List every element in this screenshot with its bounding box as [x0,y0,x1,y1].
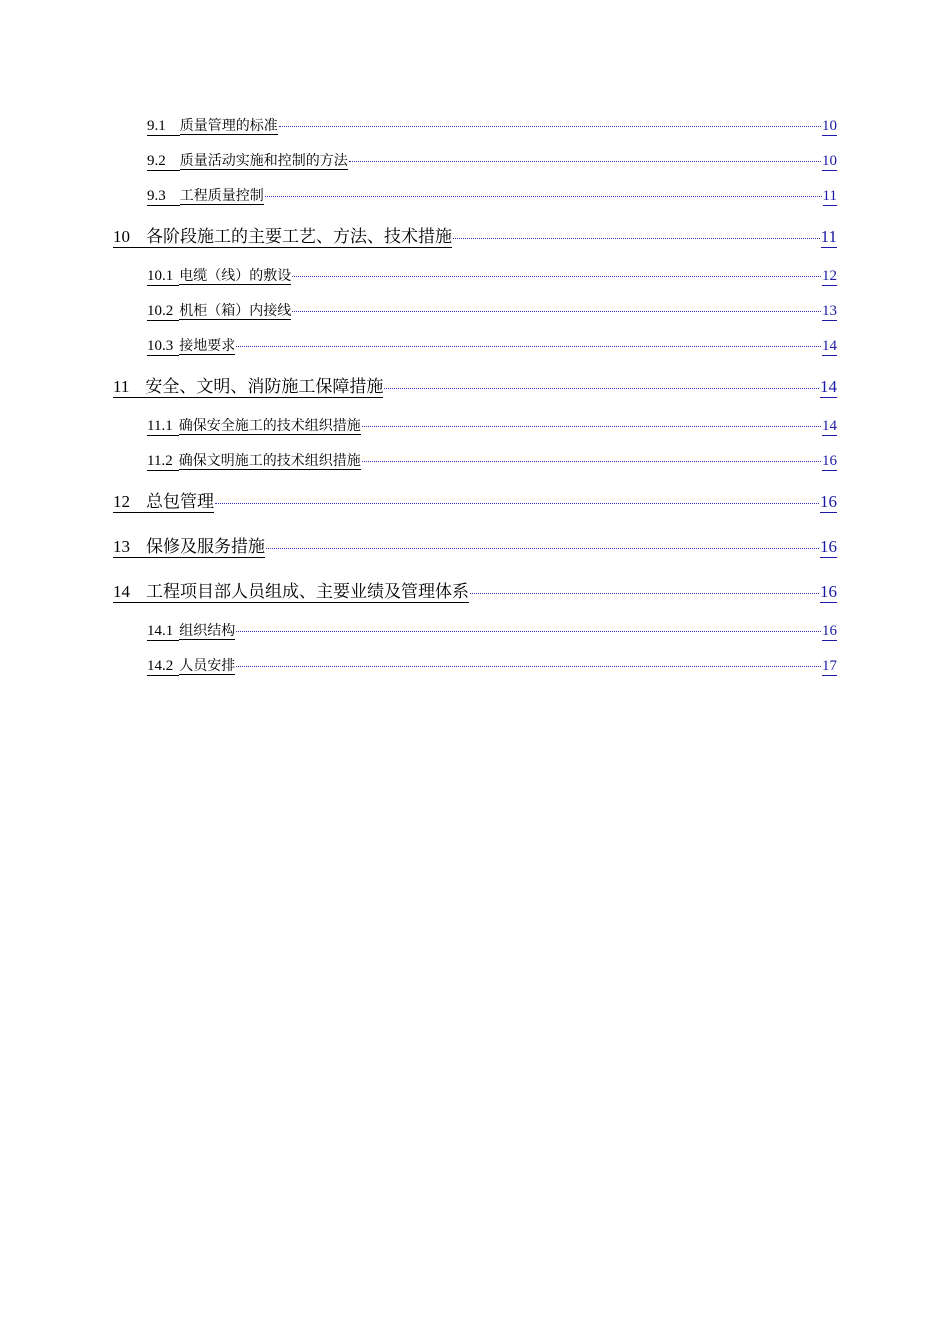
toc-leader-dots [349,160,821,162]
toc-leader-dots [266,547,819,549]
toc-page-number: 10 [822,118,837,134]
toc-title: 工程项目部人员组成、主要业绩及管理体系 [146,582,469,602]
toc-title: 确保文明施工的技术组织措施 [178,453,361,469]
toc-number: 9.1 [147,118,180,136]
toc-number: 10.1 [147,268,179,286]
toc-entry-13[interactable] [113,525,837,570]
toc-page-number: 16 [822,623,837,639]
toc-entry-10-2[interactable] [147,295,837,330]
toc-page-number: 16 [820,492,837,511]
toc-page-number: 11 [822,188,837,204]
toc-number: 13 [113,538,146,558]
toc-title: 安全、文明、消防施工保障措施 [145,377,384,397]
toc-number: 10 [113,228,146,248]
toc-leader-dots [236,630,821,632]
toc-entry-11-2[interactable] [147,445,837,480]
toc-entry-9-1[interactable] [147,110,837,145]
toc-title: 各阶段施工的主要工艺、方法、技术措施 [146,227,452,247]
toc-leader-dots [453,237,820,239]
toc-entry-11-1[interactable] [147,410,837,445]
toc-page-number: 14 [820,377,837,396]
table-of-contents [113,110,837,685]
toc-page-number: 11 [820,227,837,246]
toc-page-number: 12 [822,268,837,284]
toc-leader-dots [292,310,821,312]
toc-leader-dots [362,460,821,462]
toc-title: 总包管理 [146,492,214,512]
toc-title: 工程质量控制 [179,188,264,204]
toc-title: 质量活动实施和控制的方法 [179,153,348,169]
toc-title: 组织结构 [179,623,236,639]
toc-page-number: 14 [822,418,837,434]
toc-title: 保修及服务措施 [146,537,265,557]
toc-leader-dots [215,502,819,504]
toc-leader-dots [470,592,819,594]
toc-entry-10-1[interactable] [147,260,837,295]
toc-page-number: 14 [822,338,837,354]
toc-title: 确保安全施工的技术组织措施 [178,418,361,434]
toc-number: 11 [113,378,145,398]
toc-number: 10.2 [147,303,179,321]
toc-page-number: 16 [820,582,837,601]
toc-leader-dots [384,387,819,389]
toc-title: 人员安排 [179,658,236,674]
toc-number: 12 [113,493,146,513]
toc-page-number: 16 [822,453,837,469]
toc-page-number: 10 [822,153,837,169]
toc-entry-10-3[interactable] [147,330,837,365]
toc-leader-dots [362,425,821,427]
toc-leader-dots [292,275,821,277]
toc-number: 11.2 [147,453,179,471]
toc-title: 机柜（箱）内接线 [179,303,292,319]
toc-page-number: 13 [822,303,837,319]
toc-number: 14.1 [147,623,179,641]
toc-number: 10.3 [147,338,179,356]
toc-entry-9-2[interactable] [147,145,837,180]
toc-title: 电缆（线）的敷设 [179,268,292,284]
toc-entry-12[interactable] [113,480,837,525]
toc-title: 接地要求 [179,338,236,354]
toc-entry-14-2[interactable] [147,650,837,685]
toc-entry-9-3[interactable] [147,180,837,215]
toc-title: 质量管理的标准 [179,118,278,134]
toc-number: 9.2 [147,153,180,171]
toc-leader-dots [236,665,821,667]
toc-page-number: 16 [820,537,837,556]
toc-number: 9.3 [147,188,180,206]
toc-leader-dots [236,345,821,347]
toc-number: 14.2 [147,658,179,676]
toc-entry-14-1[interactable] [147,615,837,650]
toc-leader-dots [265,195,822,197]
toc-entry-14[interactable] [113,570,837,615]
toc-leader-dots [279,125,821,127]
toc-entry-10[interactable] [113,215,837,260]
toc-number: 11.1 [147,418,179,436]
toc-page-number: 17 [822,658,837,674]
toc-number: 14 [113,583,146,603]
toc-entry-11[interactable] [113,365,837,410]
